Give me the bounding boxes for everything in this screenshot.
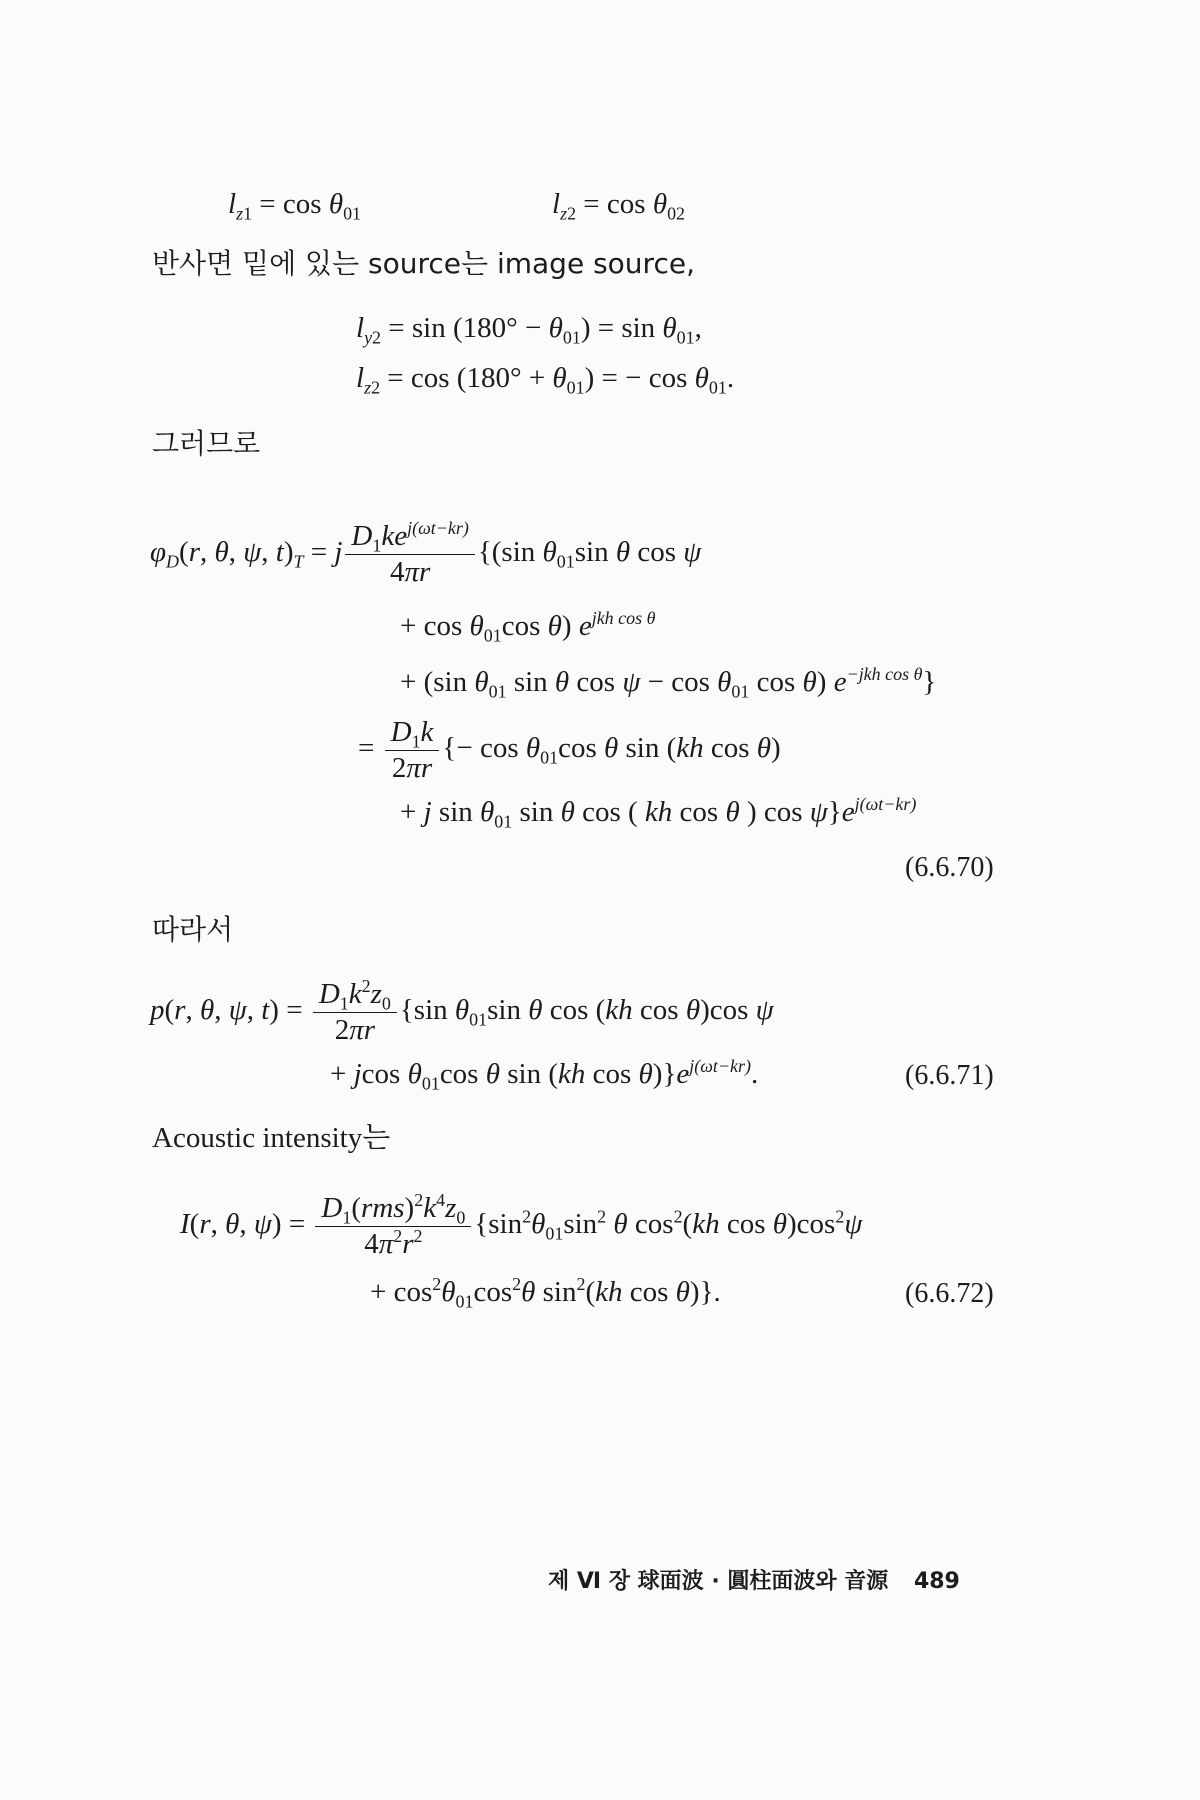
equation-phi-d-line3: + (sin $\theta_{01}$ sin θ $\cos \psi - \cos \theta_{01}$ cos θ) $e^{-jkh cos \theta}$} (400, 664, 937, 702)
equation-ly2: $l_{y2} = \sin (180^\circ - \theta_{01}) = \sin \theta_{01}$, (356, 312, 702, 348)
intensity-intro-text: Acoustic intensity는 (152, 1122, 391, 1154)
running-footer (548, 1564, 960, 1595)
equation-lz2-image: $l_{z2} = \cos (180^\circ + \theta_{01})$ = − $\cos \theta_{01}$. (356, 362, 735, 398)
equation-number-72: (6.6.72) (905, 1278, 994, 1309)
equation-lz1: $l_{z1} = \cos \theta_{01}$ (228, 188, 362, 224)
equation-number-71: (6.6.71) (905, 1060, 994, 1091)
equation-phi-d-line2: + $\cos \theta_{01}\cos$ θ) $e^{jkh cos \theta}$ (400, 608, 656, 646)
equation-intensity-line2: + $\cos^2\theta_{01}\cos^2\theta$ $\sin^2(kh$ cos θ)}. (370, 1274, 721, 1312)
equation-phi-d-line4: = $\frac{D_1k}{2\pi r}$ {− $\cos \theta_{01}\cos$ θ sin (kh cos θ) (358, 716, 781, 784)
therefore-text-1: 그러므로 (152, 427, 261, 460)
equation-pressure-line1: p(r, θ, ψ, t) = $\frac{D_1k^2z_0}{2\pi r}$ {sin $\theta_{01}\sin$ θ cos (kh cos θ)cos ψ (150, 976, 774, 1046)
chapter-title: 제 Ⅵ 장 球面波 · 圓柱面波와 音源 (548, 1569, 889, 1594)
equation-number-70: (6.6.70) (905, 852, 994, 883)
page-number: 489 (913, 1569, 960, 1594)
equation-intensity-line1: I(r, θ, ψ) = $\frac{D_1(rms)^2k^4z_0}{4\pi^2r^2}$ {$\sin^2\theta_{01}\sin^2$ θ $\cos^2(kh$ $\cos \theta)\cos^2\psi$ (180, 1190, 863, 1260)
equation-phi-d-line1: $\varphi_D(r$, θ, ψ, $t)_T = j$ $\frac{D_1ke^{j(\omega t-kr)}}{4\pi r}$ {(sin $\theta_{01}\sin$ θ cos ψ (150, 518, 702, 588)
intro-text: 반사면 밑에 있는 source는 image source, (152, 247, 695, 280)
equation-pressure-line2: + jcos $\theta_{01}\cos$ θ sin (kh $\cos \theta)\}e^{j(\omega t-kr)}$. (330, 1056, 759, 1094)
equation-phi-d-line5: + j $\sin \theta_{01}$ sin θ cos ( kh cos θ ) $\cos \psi\}e^{j(\omega t-kr)}$ (400, 794, 917, 832)
equation-lz2: $l_{z2} = \cos \theta_{02}$ (552, 188, 686, 224)
therefore-text-2: 따라서 (152, 913, 234, 946)
